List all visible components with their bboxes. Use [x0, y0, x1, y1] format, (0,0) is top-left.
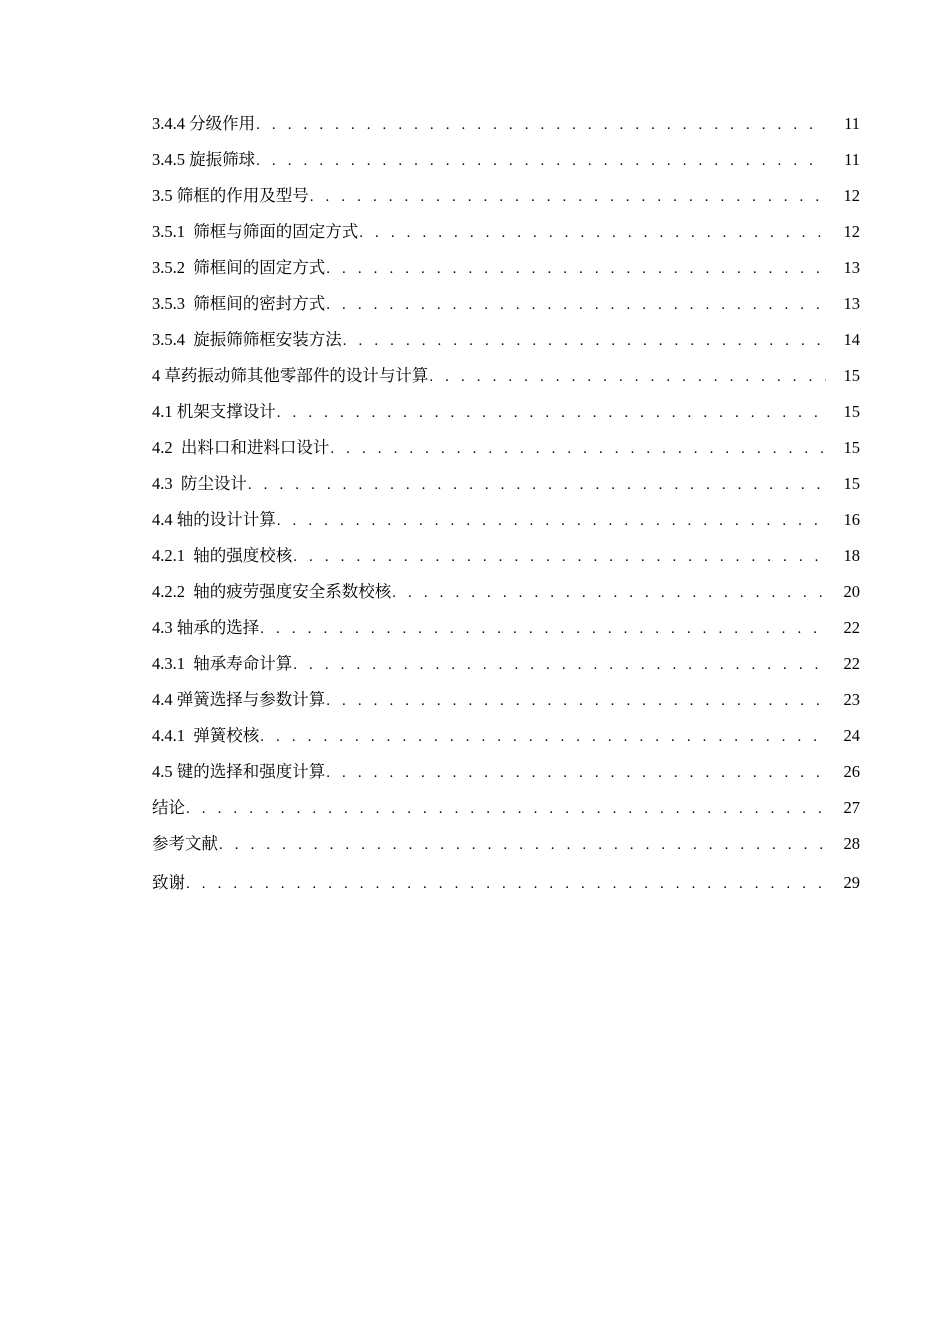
toc-entry-title: 4.3 防尘设计 — [152, 474, 247, 493]
toc-dot-leader — [343, 323, 826, 359]
toc-entry-page: 12 — [843, 186, 860, 205]
toc-entry[interactable] — [152, 322, 860, 358]
toc-entry-title: 3.5.4 旋振筛筛框安装方法 — [152, 330, 342, 349]
toc-entry-title: 4.5 键的选择和强度计算 — [152, 762, 326, 781]
toc-entry-title: 4.1 机架支撑设计 — [152, 402, 276, 421]
toc-entry-title: 3.5.3 筛框间的密封方式 — [152, 294, 326, 313]
toc-entry-page: 12 — [843, 222, 860, 241]
toc-dot-leader — [429, 359, 826, 395]
toc-dot-leader — [293, 647, 826, 683]
toc-entry[interactable] — [152, 718, 860, 754]
toc-entry[interactable] — [152, 466, 860, 502]
toc-entry[interactable] — [152, 574, 860, 610]
toc-entry-page: 14 — [843, 330, 860, 349]
toc-entry-title: 3.5 筛框的作用及型号 — [152, 186, 309, 205]
toc-entry-page: 23 — [843, 690, 860, 709]
toc-entry-title: 致谢 — [152, 873, 185, 892]
toc-dot-leader — [310, 179, 826, 215]
toc-entry-page: 27 — [843, 798, 860, 817]
toc-entry-page: 15 — [843, 438, 860, 457]
toc-entry-page: 15 — [843, 366, 860, 385]
toc-entry-page: 24 — [843, 726, 860, 745]
toc-entry-page: 15 — [843, 474, 860, 493]
toc-entry-title: 参考文献 — [152, 834, 218, 853]
toc-entry-title: 4 草药振动筛其他零部件的设计与计算 — [152, 366, 429, 385]
toc-entry[interactable] — [152, 178, 860, 214]
toc-entry[interactable] — [152, 286, 860, 322]
toc-dot-leader — [359, 215, 826, 251]
toc-entry-page: 13 — [843, 258, 860, 277]
toc-entry-page: 13 — [843, 294, 860, 313]
toc-dot-leader — [248, 467, 826, 503]
toc-entry-page: 16 — [843, 510, 860, 529]
toc-entry-page: 20 — [843, 582, 860, 601]
toc-entry-title: 4.4 弹簧选择与参数计算 — [152, 690, 326, 709]
toc-dot-leader — [326, 251, 826, 287]
toc-dot-leader — [256, 107, 826, 143]
toc-entry-title: 4.2.2 轴的疲劳强度安全系数校核 — [152, 582, 392, 601]
toc-entry-page: 26 — [843, 762, 860, 781]
toc-entry[interactable] — [152, 646, 860, 682]
toc-entry-page: 15 — [843, 402, 860, 421]
toc-entry-title: 4.2 出料口和进料口设计 — [152, 438, 330, 457]
toc-dot-leader — [186, 791, 826, 827]
toc-entry[interactable] — [152, 214, 860, 250]
toc-entry-page: 11 — [844, 150, 860, 169]
toc-entry-title: 3.5.1 筛框与筛面的固定方式 — [152, 222, 359, 241]
toc-entry[interactable] — [152, 538, 860, 574]
toc-entry[interactable] — [152, 142, 860, 178]
toc-dot-leader — [326, 287, 826, 323]
toc-entry[interactable] — [152, 250, 860, 286]
toc-dot-leader — [219, 827, 826, 863]
toc-entry[interactable] — [152, 754, 860, 790]
toc-dot-leader — [326, 683, 826, 719]
toc-dot-leader — [186, 866, 826, 902]
toc-dot-leader — [260, 719, 826, 755]
toc-dot-leader — [277, 503, 826, 539]
toc-dot-leader — [326, 755, 826, 791]
toc-entry-title: 4.4 轴的设计计算 — [152, 510, 276, 529]
toc-entry-page: 28 — [843, 834, 860, 853]
toc-entry-title: 4.3.1 轴承寿命计算 — [152, 654, 293, 673]
toc-entry[interactable] — [152, 610, 860, 646]
toc-dot-leader — [330, 431, 826, 467]
toc-entry-title: 3.4.4 分级作用 — [152, 114, 256, 133]
toc-dot-leader — [277, 395, 826, 431]
toc-entry-title: 4.3 轴承的选择 — [152, 618, 260, 637]
toc-entry[interactable] — [152, 502, 860, 538]
toc-entry-title: 3.5.2 筛框间的固定方式 — [152, 258, 326, 277]
toc-dot-leader — [293, 539, 826, 575]
toc-entry[interactable] — [152, 790, 860, 826]
toc-entry[interactable] — [152, 826, 860, 862]
toc-entry-page: 22 — [843, 654, 860, 673]
toc-entry[interactable] — [152, 358, 860, 394]
toc-entry[interactable] — [152, 394, 860, 430]
toc-dot-leader — [256, 143, 826, 179]
toc-entry[interactable] — [152, 865, 860, 901]
toc-entry-title: 4.2.1 轴的强度校核 — [152, 546, 293, 565]
toc-entry-title: 结论 — [152, 798, 185, 817]
table-of-contents — [152, 106, 860, 901]
toc-entry-page: 22 — [843, 618, 860, 637]
toc-entry[interactable] — [152, 682, 860, 718]
toc-entry-title: 4.4.1 弹簧校核 — [152, 726, 260, 745]
toc-entry[interactable] — [152, 106, 860, 142]
toc-dot-leader — [260, 611, 826, 647]
toc-entry-page: 29 — [843, 873, 860, 892]
toc-entry-page: 18 — [843, 546, 860, 565]
toc-entry-title: 3.4.5 旋振筛球 — [152, 150, 256, 169]
toc-dot-leader — [392, 575, 826, 611]
toc-entry[interactable] — [152, 430, 860, 466]
toc-entry-page: 11 — [844, 114, 860, 133]
